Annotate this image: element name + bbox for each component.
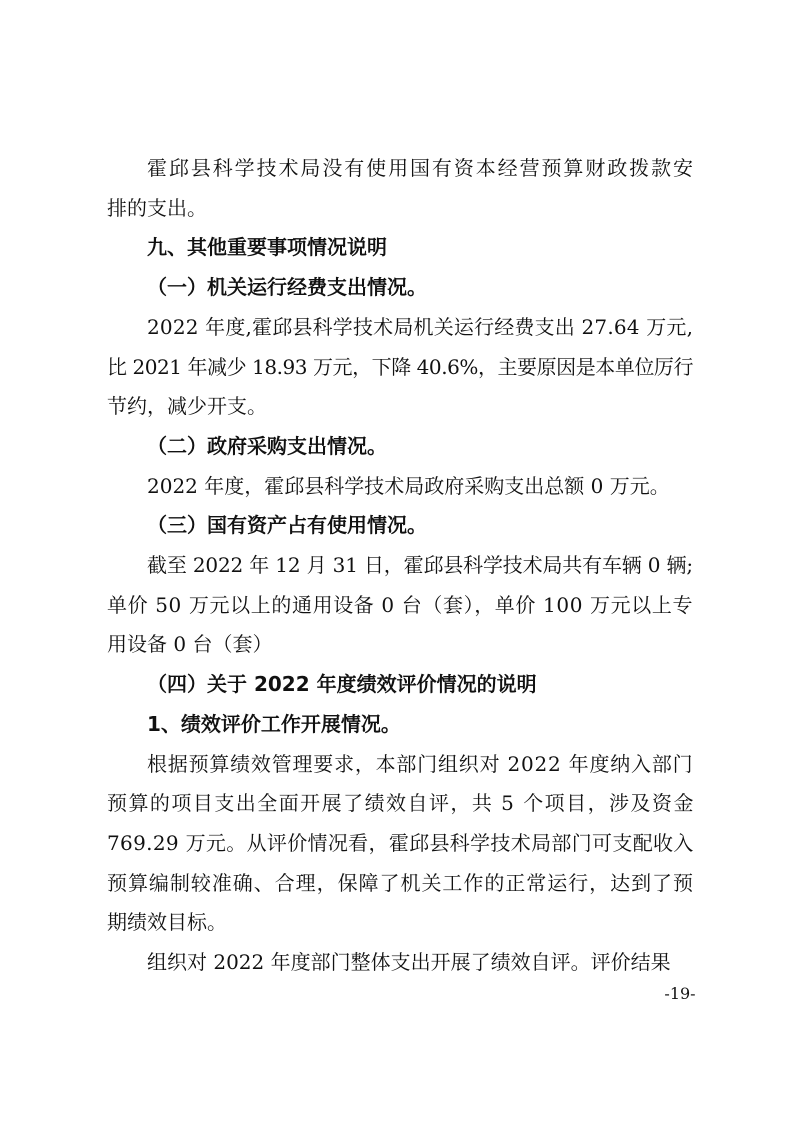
body-text-line: 比 2021 年减少 18.93 万元，下降 40.6%，主要原因是本单位厉行 bbox=[107, 354, 694, 379]
section-heading: （四）关于 2022 年度绩效评价情况的说明 bbox=[147, 672, 537, 697]
body-text-line: 根据预算绩效管理要求，本部门组织对 2022 年度纳入部门 bbox=[147, 751, 694, 776]
body-text-line: 预算的项目支出全面开展了绩效自评，共 5 个项目，涉及资金 bbox=[107, 791, 695, 816]
page-number: -19- bbox=[664, 984, 696, 1003]
body-text-line: 2022 年度，霍邱县科学技术局政府采购支出总额 0 万元。 bbox=[147, 473, 670, 498]
body-text-line: 单价 50 万元以上的通用设备 0 台（套），单价 100 万元以上专 bbox=[107, 592, 694, 617]
section-heading: 1、绩效评价工作开展情况。 bbox=[147, 711, 401, 736]
body-text-line: 排的支出。 bbox=[107, 195, 207, 220]
body-text-line: 预算编制较准确、合理，保障了机关工作的正常运行，达到了预 bbox=[107, 870, 694, 895]
section-heading: （二）政府采购支出情况。 bbox=[147, 433, 387, 458]
body-text-line: 霍邱县科学技术局没有使用国有资本经营预算财政拨款安 bbox=[147, 156, 695, 180]
section-heading: 九、其他重要事项情况说明 bbox=[147, 235, 387, 260]
body-text-line: 期绩效目标。 bbox=[107, 910, 227, 935]
body-text-line: 用设备 0 台（套） bbox=[107, 632, 273, 657]
body-text-line: 节约，减少开支。 bbox=[107, 394, 267, 419]
body-text-line: 769.29 万元。从评价情况看，霍邱县科学技术局部门可支配收入 bbox=[107, 830, 694, 855]
body-text-line: 组织对 2022 年度部门整体支出开展了绩效自评。评价结果 bbox=[147, 950, 671, 974]
section-heading: （三）国有资产占有使用情况。 bbox=[147, 513, 427, 538]
section-heading: （一）机关运行经费支出情况。 bbox=[147, 275, 427, 300]
body-text-line: 截至 2022 年 12 月 31 日，霍邱县科学技术局共有车辆 0 辆; bbox=[147, 553, 693, 577]
body-text-line: 2022 年度,霍邱县科学技术局机关运行经费支出 27.64 万元, bbox=[147, 314, 694, 339]
